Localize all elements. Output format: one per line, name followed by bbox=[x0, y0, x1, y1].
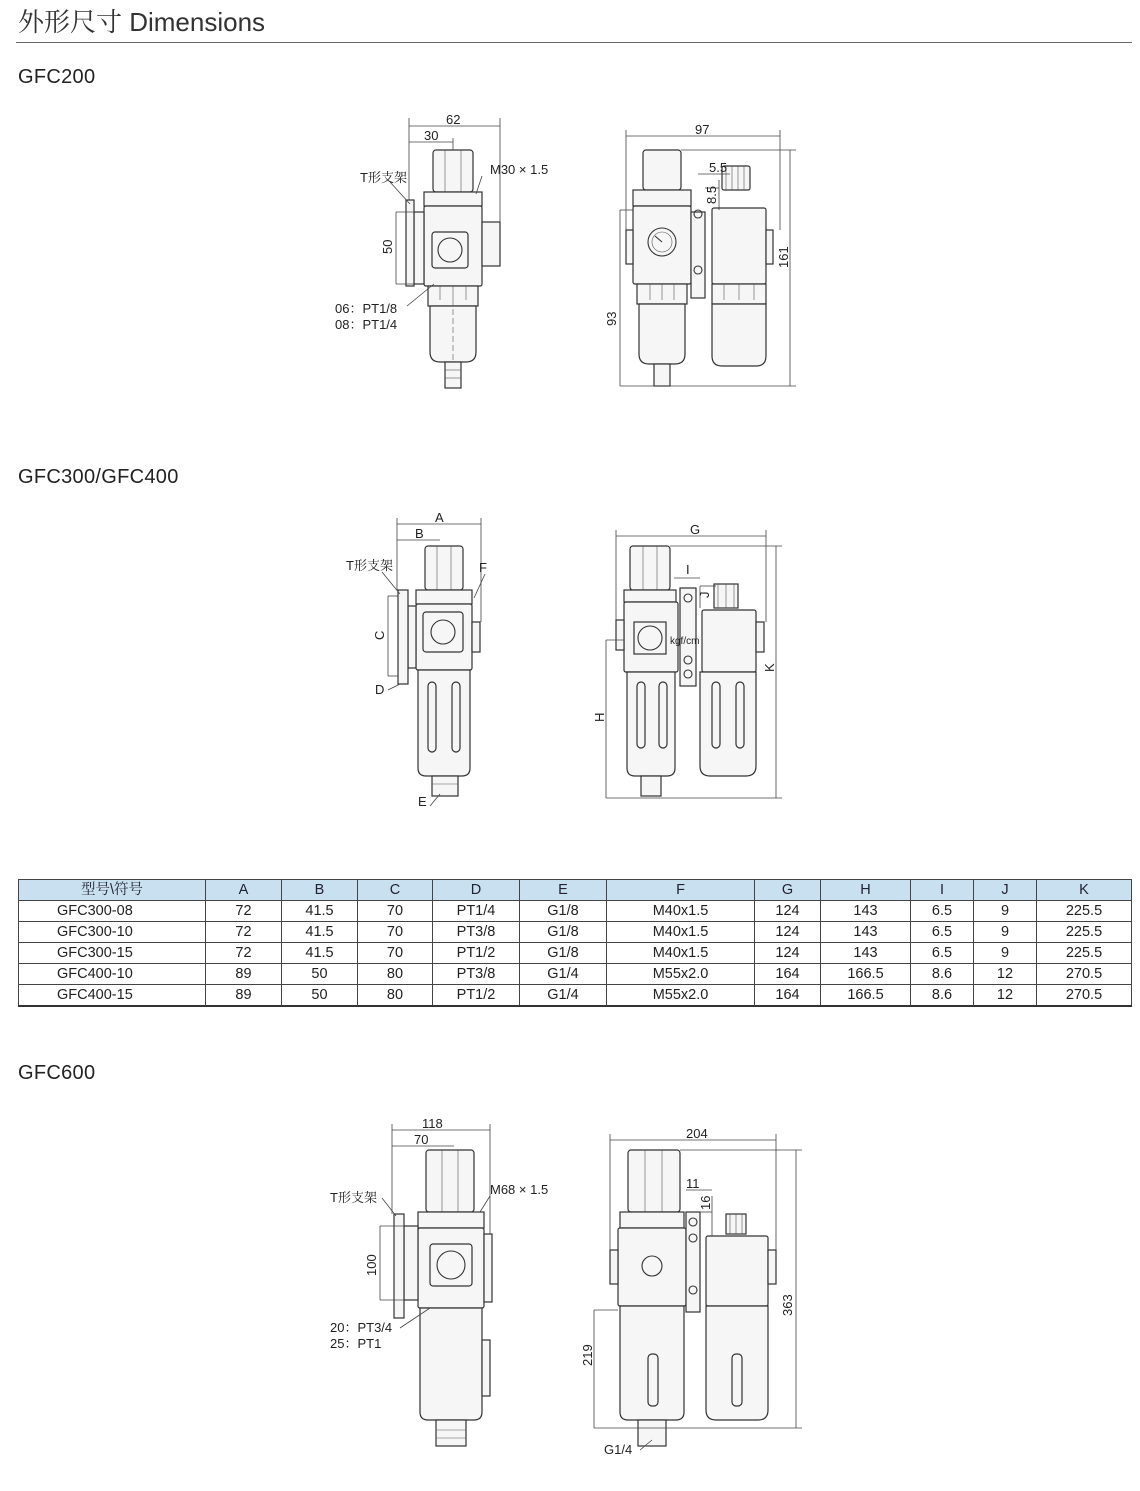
table-cell: 143 bbox=[821, 922, 911, 943]
table-cell: 70 bbox=[358, 901, 433, 922]
section-title-gfc600: GFC600 bbox=[18, 1062, 96, 1084]
gfc200-dim-97: 97 bbox=[695, 122, 710, 137]
table-cell: GFC300-15 bbox=[19, 943, 206, 964]
table-cell: 225.5 bbox=[1037, 943, 1132, 964]
table-cell: 50 bbox=[282, 985, 358, 1007]
gfc300-dim-J: J bbox=[697, 591, 712, 598]
gfc300-gauge-unit: kgf/cm bbox=[670, 636, 700, 647]
gfc600-port-label-1: 20：PT3/4 bbox=[330, 1320, 393, 1335]
table-cell: M40x1.5 bbox=[607, 901, 755, 922]
table-cell: 9 bbox=[974, 922, 1037, 943]
table-cell: 8.6 bbox=[911, 964, 974, 985]
gfc300-dim-K: K bbox=[762, 663, 777, 672]
gfc600-dim-100: 100 bbox=[364, 1254, 379, 1276]
gfc600-drain-label: G1/4 bbox=[604, 1442, 633, 1457]
table-cell: 225.5 bbox=[1037, 922, 1132, 943]
gfc200-dim-62: 62 bbox=[446, 112, 461, 127]
table-cell: M40x1.5 bbox=[607, 922, 755, 943]
gfc200-bracket-label: T形支架 bbox=[360, 170, 407, 185]
table-cell: 6.5 bbox=[911, 943, 974, 964]
table-cell: 72 bbox=[206, 901, 282, 922]
gfc200-thread-label: M30 × 1.5 bbox=[490, 162, 549, 177]
table-cell: 41.5 bbox=[282, 922, 358, 943]
table-cell: 72 bbox=[206, 922, 282, 943]
table-cell: 9 bbox=[974, 943, 1037, 964]
table-header-cell: E bbox=[520, 880, 607, 901]
gfc300-bracket-label: T形支架 bbox=[346, 558, 393, 573]
gfc200-port-label-2: 08：PT1/4 bbox=[335, 317, 398, 332]
table-cell: G1/4 bbox=[520, 985, 607, 1007]
gfc300-dim-C: C bbox=[372, 630, 387, 640]
table-header-cell: A bbox=[206, 880, 282, 901]
table-cell: PT1/2 bbox=[433, 943, 520, 964]
gfc600-dim-16: 16 bbox=[698, 1195, 713, 1210]
gfc600-filter-regulator-view bbox=[330, 1116, 548, 1446]
table-header-cell: C bbox=[358, 880, 433, 901]
gfc300-dim-I: I bbox=[686, 562, 690, 577]
table-cell: 12 bbox=[974, 985, 1037, 1007]
table-cell: 270.5 bbox=[1037, 964, 1132, 985]
gfc300-dim-A: A bbox=[435, 510, 444, 525]
table-cell: 12 bbox=[974, 964, 1037, 985]
table-cell: PT3/8 bbox=[433, 922, 520, 943]
table-cell: GFC300-10 bbox=[19, 922, 206, 943]
table-cell: 124 bbox=[755, 922, 821, 943]
table-cell: 143 bbox=[821, 943, 911, 964]
table-cell: 70 bbox=[358, 943, 433, 964]
table-header-cell: J bbox=[974, 880, 1037, 901]
gfc600-dim-70: 70 bbox=[414, 1132, 429, 1147]
table-cell: 72 bbox=[206, 943, 282, 964]
gfc300-dim-G: G bbox=[690, 522, 701, 537]
gfc200-dim-5-5: 5.5 bbox=[709, 160, 728, 175]
gfc200-dim-8-5: 8.5 bbox=[704, 185, 719, 204]
gfc200-dim-93: 93 bbox=[604, 311, 619, 326]
gfc600-port-label-2: 25：PT1 bbox=[330, 1336, 382, 1351]
page-title: 外形尺寸 Dimensions bbox=[18, 7, 266, 37]
gfc200-dim-30: 30 bbox=[424, 128, 439, 143]
table-cell: 41.5 bbox=[282, 943, 358, 964]
table-cell: 225.5 bbox=[1037, 901, 1132, 922]
table-cell: 166.5 bbox=[821, 985, 911, 1007]
section-title-gfc300: GFC300/GFC400 bbox=[18, 466, 179, 488]
table-header-cell: G bbox=[755, 880, 821, 901]
table-cell: G1/8 bbox=[520, 901, 607, 922]
table-cell: G1/4 bbox=[520, 964, 607, 985]
table-header-cell: H bbox=[821, 880, 911, 901]
table-cell: M55x2.0 bbox=[607, 985, 755, 1007]
table-cell: GFC400-10 bbox=[19, 964, 206, 985]
table-cell: 164 bbox=[755, 985, 821, 1007]
table-cell: 41.5 bbox=[282, 901, 358, 922]
table-cell: 124 bbox=[755, 901, 821, 922]
gfc200-dim-161: 161 bbox=[776, 246, 791, 268]
table-cell: G1/8 bbox=[520, 922, 607, 943]
table-header-cell: I bbox=[911, 880, 974, 901]
table-cell: 143 bbox=[821, 901, 911, 922]
gfc200-port-label-1: 06：PT1/8 bbox=[335, 301, 398, 316]
table-cell: 164 bbox=[755, 964, 821, 985]
table-cell: M55x2.0 bbox=[607, 964, 755, 985]
table-cell: PT3/8 bbox=[433, 964, 520, 985]
gfc600-dim-118: 118 bbox=[422, 1116, 443, 1131]
table-cell: 166.5 bbox=[821, 964, 911, 985]
gfc600-bracket-label: T形支架 bbox=[330, 1190, 377, 1205]
table-cell: 50 bbox=[282, 964, 358, 985]
table-cell: GFC300-08 bbox=[19, 901, 206, 922]
table-cell: PT1/2 bbox=[433, 985, 520, 1007]
table-cell: 6.5 bbox=[911, 901, 974, 922]
table-header-cell: 型号\符号 bbox=[19, 880, 206, 901]
table-cell: G1/8 bbox=[520, 943, 607, 964]
gfc600-dim-363: 363 bbox=[780, 1294, 795, 1316]
gfc600-frl-combination-view bbox=[580, 1126, 802, 1457]
table-header-cell: F bbox=[607, 880, 755, 901]
table-cell: 124 bbox=[755, 943, 821, 964]
gfc300-dim-E: E bbox=[418, 794, 427, 809]
table-header-cell: K bbox=[1037, 880, 1132, 901]
table-cell: 70 bbox=[358, 922, 433, 943]
table-cell: 8.6 bbox=[911, 985, 974, 1007]
gfc600-thread-label: M68 × 1.5 bbox=[490, 1182, 549, 1197]
table-cell: PT1/4 bbox=[433, 901, 520, 922]
table-cell: 9 bbox=[974, 901, 1037, 922]
table-header-cell: D bbox=[433, 880, 520, 901]
gfc300-dim-H: H bbox=[592, 712, 607, 722]
gfc300-dim-F: F bbox=[479, 560, 487, 575]
table-cell: 6.5 bbox=[911, 922, 974, 943]
table-cell: 270.5 bbox=[1037, 985, 1132, 1007]
table-cell: 80 bbox=[358, 964, 433, 985]
table-header-cell: B bbox=[282, 880, 358, 901]
table-cell: 89 bbox=[206, 964, 282, 985]
gfc600-dim-204: 204 bbox=[686, 1126, 708, 1141]
gfc200-dim-50: 50 bbox=[380, 239, 395, 254]
gfc300-dim-B: B bbox=[415, 526, 424, 541]
section-title-gfc200: GFC200 bbox=[18, 66, 96, 88]
table-cell: 80 bbox=[358, 985, 433, 1007]
table-cell: M40x1.5 bbox=[607, 943, 755, 964]
gfc600-dim-11: 11 bbox=[686, 1176, 700, 1191]
gfc300-dim-D: D bbox=[375, 682, 385, 697]
table-cell: 89 bbox=[206, 985, 282, 1007]
table-cell: GFC400-15 bbox=[19, 985, 206, 1007]
gfc600-dim-219: 219 bbox=[580, 1344, 595, 1366]
